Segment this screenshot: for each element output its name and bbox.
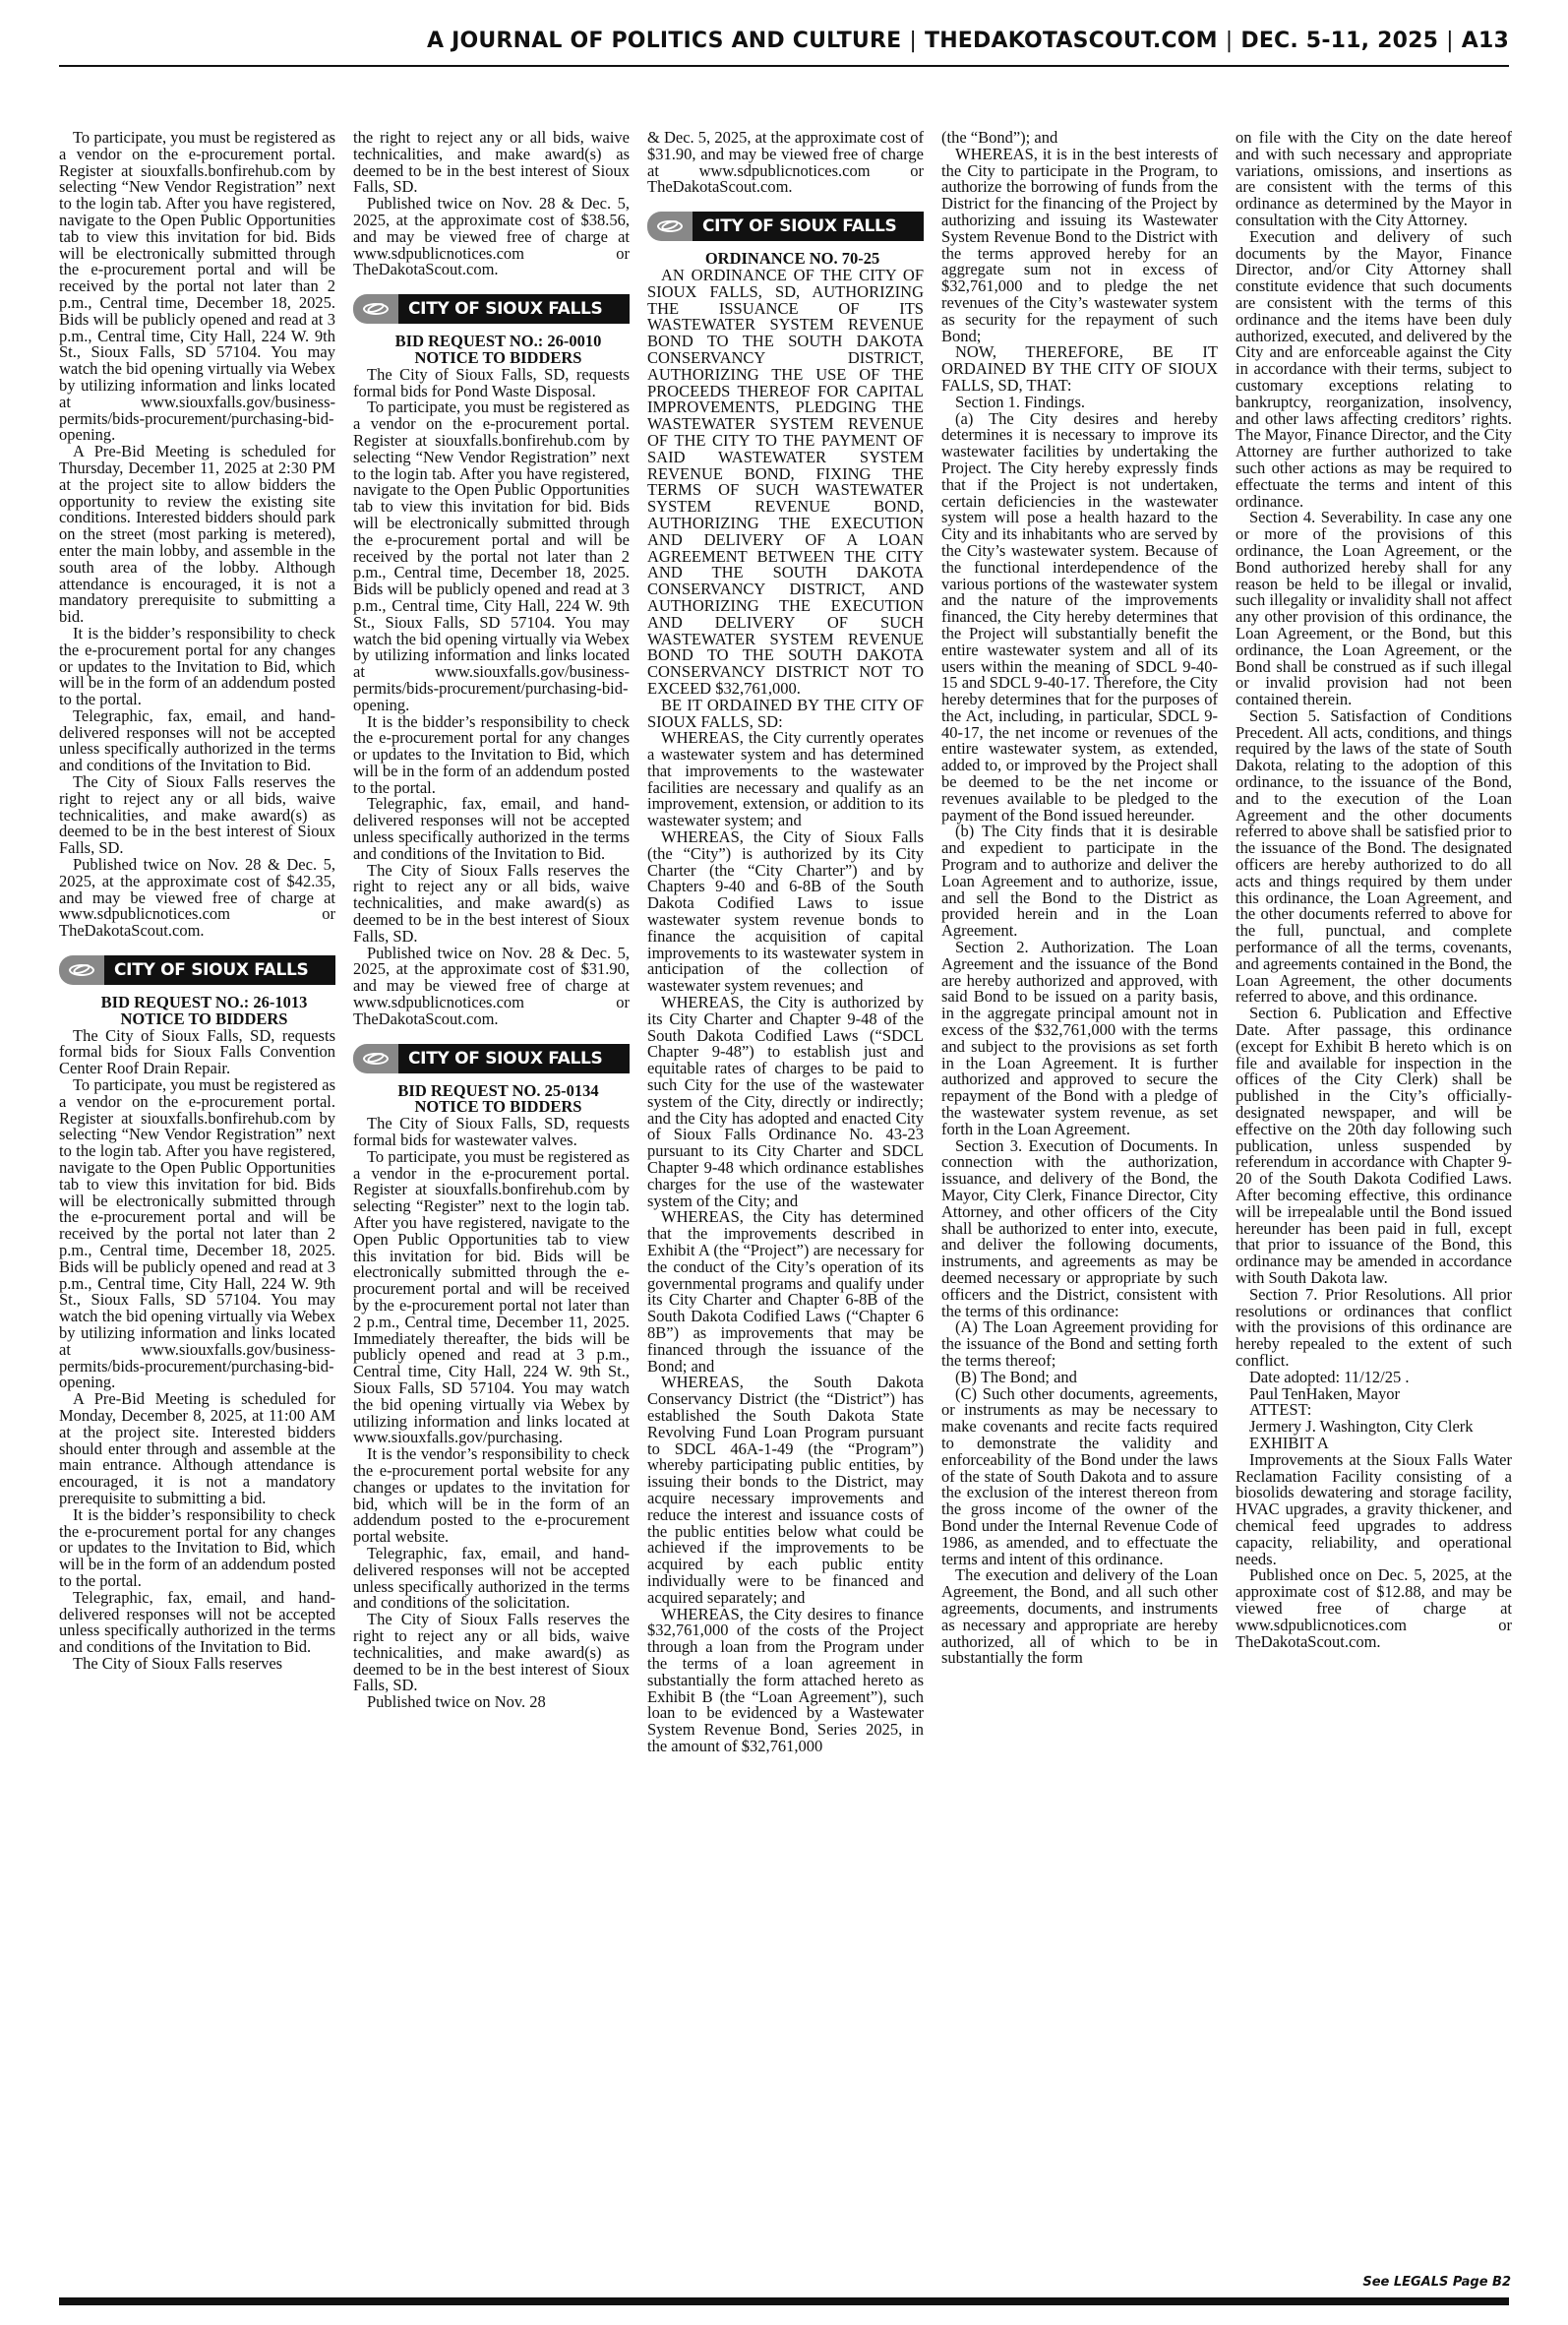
paragraph: It is the bidder’s responsibility to check the e-procurement portal for any changes or updates to the Invitation to Bid, which will be in the form of an addendum posted to the portal. — [59, 623, 335, 709]
paragraph: Published twice on Nov. 28 — [367, 1692, 546, 1712]
paragraph: WHEREAS, the City currently operates a wastewater system and has determined that improvements to the wastewater facilities are necessary and qualify as an improvement, extension, or addition to its wastewater system; and — [647, 728, 924, 830]
ordinance-caption: AN ORDINANCE OF THE CITY OF SIOUX FALLS, SD, AUTHORIZING THE ISSUANCE OF ITS WASTEWATER SYSTEM REVENUE BOND TO THE SOUTH DAKOTA CONSERVANCY DISTRICT, AUTHORIZING THE USE OF THE PROCEEDS THEREOF FOR CAPITAL IMPROVEMENTS, PLEDGING THE WASTEWATER SYSTEM REVENUE OF THE CITY TO THE PAYMENT OF SAID WASTEWATER SYSTEM REVENUE BOND, FIXING THE TERMS OF SUCH WASTEWATER SYSTEM REVENUE BOND, AUTHORIZING THE EXECUTION AND DELIVERY OF A LOAN AGREEMENT BETWEEN THE CITY AND THE SOUTH DAKOTA CONSERVANCY DISTRICT, AND AUTHORIZING THE EXECUTION AND DELIVERY OF SUCH WASTEWATER SYSTEM REVENUE BOND TO THE SOUTH DAKOTA CONSERVANCY DISTRICT NOT TO EXCEED $32,761,000. — [647, 265, 924, 698]
legal-notices-columns — [59, 130, 1513, 2245]
section-header-label: CITY OF SIOUX FALLS — [104, 955, 335, 985]
section-header — [647, 212, 924, 241]
section-header — [59, 955, 335, 985]
paragraph: Section 2. Authorization. The Loan Agreement and the issuance of the Bond are hereby authorized and approved, with said Bond to be issued on a parity basis, in the aggregate principal amount not in excess of the $32,761,000 with the terms and subject to the provisions as set forth in the Loan Agreement. It is further authorized and approved to secure the repayment of the Bond with a pledge of the wastewater system revenue, as set forth in the Loan Agreement. — [941, 938, 1218, 1138]
paragraph: The City of Sioux Falls reserves — [73, 1653, 283, 1673]
paragraph: (C) Such other documents, agreements, or instruments as may be necessary to make covenants and recite facts required to demonstrate the validity and enforceability of the Bond under the laws of the state of South Dakota and to assure the exclusion of the interest thereon from the gross income of the owner of the Bond under the Internal Revenue Code of 1986, as amended, and to effectuate the terms and intent of this ordinance. — [941, 1383, 1218, 1568]
paragraph: WHEREAS, the City is authorized by its City Charter and Chapter 9-48 of the South Dakota Codified Laws (“SDCL Chapter 9-48”) to establish just and equitable rates of charges to be paid to such City for the use of the wastewater system of the City, directly or indirectly; and the City has adopted and enacted City of Sioux Falls Ordinance No. 43-23 pursuant to its City Charter and SDCL Chapter 9-48 which ordinance establishes charges for the use of the wastewater system of the City; and — [647, 993, 924, 1210]
paragraph: To participate, you must be registered as a vendor on the e-procurement portal. Register at siouxfalls.bonfirehub.com by selecting “New Vendor Registration” next to the login tab. After you have registered, navigate to the Open Public Opportunities tab to view this invitation for bid. Bids will be electronically submitted through the e-procurement portal and will be received by the portal not later than 2 p.m., Central time, December 18, 2025. Bids will be publicly opened and read at 3 p.m., Central time, City Hall, 224 W. 9th St., Sioux Falls, SD 57104. You may watch the bid opening virtually via Webex by utilizing information and links located at www.siouxfalls.gov/business-permits/bids-procurement/purchasing-bid-opening. — [59, 130, 335, 445]
column-4 — [941, 130, 1218, 2245]
paragraph: To participate, you must be registered as a vendor in the e-procurement portal. Register at siouxfalls.bonfirehub.com by selecting “Register” next to the login tab. After you have registered, navigate to the Open Public Opportunities tab to view this invitation for bid. Bids will be electronically submitted through the e-procurement portal and will be received by the e-procurement portal not later than 2 p.m., Central time, December 11, 2025. Immediately thereafter, the bids will be publicly opened and read at 3 p.m., Central time, City Hall, 224 W. 9th St., Sioux Falls, SD 57104. You may watch the bid opening virtually via Webex by utilizing information and links located at www.siouxfalls.gov/purchasing. — [353, 1146, 630, 1447]
clerk-signature: Jermery J. Washington, City Clerk — [1249, 1417, 1474, 1437]
masthead-date: DEC. 5-11, 2025 — [1240, 29, 1439, 53]
paragraph: Published twice on Nov. 28 & Dec. 5, 2025, at the approximate cost of $38.56, and may be viewed free of charge at www.sdpublicnotices.com or TheDakotaScout.com. — [353, 194, 630, 279]
paragraph: WHEREAS, it is in the best interests of the City to participate in the Program, to authorize the borrowing of funds from the District for the financing of the Project by authorizing and issuing its Wastewater System Revenue Bond to the District with the terms approved hereby for an aggregate sum not in excess of $32,761,000 and to pledge the net revenues of the City’s wastewater system as security for the repayment of such Bond; — [941, 144, 1218, 345]
scout-logo-icon — [353, 1044, 398, 1073]
paragraph: The City of Sioux Falls, SD, requests formal bids for wastewater valves. — [353, 1114, 630, 1150]
paragraph: The execution and delivery of the Loan Agreement, the Bond, and all such other agreements, documents, and instruments as necessary and appropriate are hereby authorized, all of which to be in substantially the form — [941, 1565, 1218, 1668]
paragraph: (the “Bond”); and — [941, 130, 1058, 147]
paragraph: Execution and delivery of such documents by the Mayor, Finance Director, and/or City Attorney shall constitute evidence that such documents are consistent with the terms of this ordinance and the items have been duly authorized, executed, and delivered by the City and are enforceable against the City in accordance with their terms, subject to customary exceptions relating to bankruptcy, reorganization, insolvency, and other laws affecting creditors’ rights. The Mayor, Finance Director, and the City Attorney are further authorized to take such other actions as may be required to effectuate the terms and intent of this ordinance. — [1236, 226, 1512, 511]
continued-link[interactable]: See LEGALS Page B2 — [1362, 2275, 1511, 2290]
notice-title: BID REQUEST NO.: 26-0010 — [394, 332, 602, 351]
section-header-label: CITY OF SIOUX FALLS — [398, 294, 630, 324]
notice-title: BID REQUEST NO.: 26-1013 — [100, 993, 308, 1012]
paragraph: The City of Sioux Falls reserves the right to reject any or all bids, waive technicalities, and make award(s) as deemed to be in the best interest of Sioux Falls, SD. — [353, 860, 630, 946]
paragraph: To participate, you must be registered as a vendor on the e-procurement portal. Register at siouxfalls.bonfirehub.com by selecting “New Vendor Registration” next to the login tab. After you have registered, navigate to the Open Public Opportunities tab to view this invitation for bid. Bids will be electronically submitted through the e-procurement portal and will be received by the portal not later than 2 p.m., Central time, December 18, 2025. Bids will be publicly opened and read at 3 p.m., Central time, City Hall, 224 W. 9th St., Sioux Falls, SD 57104. You may watch the bid opening virtually via Webex by utilizing information and links located at www.siouxfalls.gov/business-permits/bids-procurement/purchasing-bid-opening. — [59, 1075, 335, 1392]
paragraph: The City of Sioux Falls reserves the right to reject any or all bids, waive technicalities, and make award(s) as deemed to be in the best interest of Sioux Falls, SD. — [59, 772, 335, 858]
paragraph: WHEREAS, the City has determined that the improvements described in Exhibit A (the “Project”) are necessary for the conduct of the City’s operation of its governmental programs and qualify under its City Charter and Chapter 6-8B of the South Dakota Codified Laws (“Chapter 6 8B”) as improvements that may be financed through the issuance of the Bond; and — [647, 1207, 924, 1376]
paragraph: Section 1. Findings. — [955, 392, 1086, 411]
paragraph: Section 4. Severability. In case any one or more of the provisions of this ordinance, the Loan Agreement, or the Bond authorized hereby shall for any reason be held to be illegal or invalid, such illegality or invalidity shall not affect any other provision of this ordinance, the Loan Agreement, or the Bond, but this ordinance, the Loan Agreement, or the Bond shall be construed as if such illegal or invalid provision had not been contained therein. — [1236, 508, 1512, 709]
paragraph: A Pre-Bid Meeting is scheduled for Monday, December 8, 2025, at 11:00 AM at the project site. Interested bidders should enter through and assemble at the main entrance. Although attendance is encouraged, it is not a mandatory prerequisite to submitting a bid. — [59, 1389, 335, 1507]
paragraph: BE IT ORDAINED BY THE CITY OF SIOUX FALLS, SD: — [647, 695, 924, 731]
section-header — [353, 294, 630, 324]
masthead-site: THEDAKOTASCOUT.COM — [924, 29, 1218, 53]
section-header-label: CITY OF SIOUX FALLS — [693, 212, 924, 241]
paragraph: Published twice on Nov. 28 & Dec. 5, 2025, at the approximate cost of $42.35, and may be viewed free of charge at www.sdpublicnotices.com or TheDakotaScout.com. — [59, 855, 335, 941]
paragraph: Section 5. Satisfaction of Conditions Precedent. All acts, conditions, and things required by the laws of the state of South Dakota, relating to the adoption of this ordinance, to the issuance of the Bond, and to the execution of the Loan Agreement and the other documents referred to above shall be satisfied prior to the issuance of the Bond. The designated officers are hereby authorized to do all acts and things required by them under this ordinance, the Loan Agreement, and the other documents referred to above for the full, punctual, and complete performance of all the terms, covenants, and agreements contained in the Bond, the Loan Agreement, the other documents referred to above, and this ordinance. — [1236, 705, 1512, 1007]
paragraph: Section 7. Prior Resolutions. All prior resolutions or ordinances that conflict with the provisions of this ordinance are hereby repealed to the extent of such conflict. — [1236, 1284, 1512, 1370]
section-header-label: CITY OF SIOUX FALLS — [398, 1044, 630, 1073]
paragraph: Telegraphic, fax, email, and hand-delivered responses will not be accepted unless specifically authorized in the terms and conditions of the solicitation. — [353, 1543, 630, 1613]
page-number: A13 — [1461, 29, 1509, 53]
notice-subtitle: NOTICE TO BIDDERS — [120, 1009, 288, 1028]
column-2 — [353, 130, 630, 2245]
masthead-separator: | — [1225, 29, 1234, 53]
paragraph: WHEREAS, the South Dakota Conservancy District (the “District”) has established the South Dakota State Revolving Fund Loan Program pursuant to SDCL 46A-1-49 (the “Program”) whereby participating public entities, by issuing their bonds to the District, may acquire necessary improvements and reduce the interest and issuance costs of the public entities below what could be achieved if the improvements to be acquired by each public entity individually were to be financed and acquired separately; and — [647, 1373, 924, 1607]
paragraph: It is the bidder’s responsibility to check the e-procurement portal for any changes or updates to the Invitation to Bid, which will be in the form of an addendum posted to the portal. — [353, 711, 630, 797]
exhibit-label: EXHIBIT A — [1249, 1433, 1329, 1452]
paragraph: (A) The Loan Agreement providing for the issuance of the Bond and setting forth the terms thereof; — [941, 1317, 1218, 1370]
paragraph: It is the vendor’s responsibility to check the e-procurement portal website for any changes or updates to the invitation for bid, which will be in the form of an addendum posted to the e-procurement portal website. — [353, 1444, 630, 1547]
section-header — [353, 1044, 630, 1073]
notice-subtitle: NOTICE TO BIDDERS — [414, 347, 582, 367]
paragraph: It is the bidder’s responsibility to check the e-procurement portal for any changes or updates to the Invitation to Bid, which will be in the form of an addendum posted to the portal. — [59, 1504, 335, 1590]
paragraph: Published once on Dec. 5, 2025, at the approximate cost of $12.88, and may be viewed free of charge at www.sdpublicnotices.com or TheDakotaScout.com. — [1236, 1565, 1512, 1651]
paragraph: (B) The Bond; and — [955, 1367, 1077, 1386]
paragraph: To participate, you must be registered as a vendor on the e-procurement portal. Register at siouxfalls.bonfirehub.com by selecting “New Vendor Registration” next to the login tab. After you have registered, navigate to the Open Public Opportunities tab to view this invitation for bid. Bids will be electronically submitted through the e-procurement portal and will be received by the portal not later than 2 p.m., Central time, December 18, 2025. Bids will be publicly opened and read at 3 p.m., Central time, City Hall, 224 W. 9th St., Sioux Falls, SD 57104. You may watch the bid opening virtually via Webex by utilizing information and links located at www.siouxfalls.gov/business-permits/bids-procurement/purchasing-bid-opening. — [353, 398, 630, 714]
masthead-separator: | — [1446, 29, 1454, 53]
paragraph: Telegraphic, fax, email, and hand-delivered responses will not be accepted unless specifically authorized in the terms and conditions of the Invitation to Bid. — [59, 705, 335, 775]
paragraph: Improvements at the Sioux Falls Water Reclamation Facility consisting of a biosolids dewatering and storage facility, HVAC upgrades, a gravity thickener, and chemical feed upgrades to address capacity, reliability, and operational needs. — [1236, 1449, 1512, 1568]
paragraph: The City of Sioux Falls, SD, requests formal bids for Pond Waste Disposal. — [353, 364, 630, 400]
masthead-tagline: A JOURNAL OF POLITICS AND CULTURE — [427, 29, 902, 53]
column-3 — [647, 130, 924, 2245]
mayor-signature: Paul TenHaken, Mayor — [1249, 1383, 1400, 1403]
scout-logo-icon — [353, 294, 398, 324]
notice-title: ORDINANCE NO. 70-25 — [704, 249, 880, 269]
notice-subtitle: NOTICE TO BIDDERS — [414, 1097, 582, 1117]
paragraph: Section 3. Execution of Documents. In connection with the authorization, issuance, and delivery of the Bond, the Mayor, City Clerk, Finance Director, City Attorney, and other officers of the City shall be authorized to enter into, execute, and deliver the following documents, instruments, and agreements as may be deemed necessary or appropriate by such officers and the District, consistent with the terms of this ordinance: — [941, 1135, 1218, 1320]
paragraph: Section 6. Publication and Effective Date. After passage, this ordinance (except for Exhibit B hereto which is on file and available for inspection in the offices of the City Clerk) shall be published in the City’s officially-designated newspaper, and will be effective on the 20th day following such publication, unless suspended by referendum in accordance with Chapter 9-20 of the South Dakota Codified Laws. After becoming effective, this ordinance will be irrepealable until the Bond issued hereunder has been paid in full, except that prior to issuance of the Bond, this ordinance may be amended in accordance with South Dakota law. — [1236, 1004, 1512, 1287]
paragraph: Published twice on Nov. 28 & Dec. 5, 2025, at the approximate cost of $31.90, and may be viewed free of charge at www.sdpublicnotices.com or TheDakotaScout.com. — [353, 943, 630, 1028]
paragraph: (a) The City desires and hereby determines it is necessary to improve its wastewater facilities by undertaking the Project. The City hereby expressly finds that if the Project is not undertaken, certain deficiencies in the wastewater system will pose a health hazard to the City and its inhabitants who are served by the City’s wastewater system. Because of the functional interdependence of the various portions of the wastewater system and the nature of the improvements financed, the City hereby determines that the Project will substantially benefit the entire wastewater system and all of its users within the meaning of SDCL 9-40-15 and SDCL 9-40-17. Therefore, the City hereby determines that for the purposes of the Act, including, in particular, SDCL 9-40-17, the net income or revenues of the entire wastewater system, as extended, added to, or improved by the Project shall be deemed to be the net income or revenues available to be pledged to the payment of the Bond issued hereunder. — [941, 408, 1218, 825]
paragraph: A Pre-Bid Meeting is scheduled for Thursday, December 11, 2025 at 2:30 PM at the project site to allow bidders the opportunity to review the existing site conditions. Interested bidders should park on the street (most parking is metered), enter the main lobby, and assemble in the south area of the lobby. Although attendance is encouraged, it is not a mandatory prerequisite to submitting a bid. — [59, 442, 335, 627]
scout-logo-icon — [647, 212, 693, 241]
attest-label: ATTEST: — [1249, 1400, 1312, 1420]
paragraph: & Dec. 5, 2025, at the approximate cost of $31.90, and may be viewed free of charge at www.sdpublicnotices.com or TheDakotaScout.com. — [647, 130, 924, 197]
paragraph: The City of Sioux Falls, SD, requests formal bids for Sioux Falls Convention Center Roof Drain Repair. — [59, 1025, 335, 1078]
notice-title: BID REQUEST NO. 25-0134 — [397, 1080, 599, 1100]
date-adopted: Date adopted: 11/12/25 . — [1249, 1367, 1410, 1386]
paragraph: on file with the City on the date hereof and with such necessary and appropriate variations, omissions, and insertions as are consistent with the terms of this ordinance as determined by the Mayor in consultation with the City Attorney. — [1236, 130, 1512, 229]
masthead — [59, 18, 1509, 67]
paragraph: Telegraphic, fax, email, and hand-delivered responses will not be accepted unless specifically authorized in the terms and conditions of the Invitation to Bid. — [59, 1587, 335, 1657]
column-1 — [59, 130, 335, 2245]
paragraph: (b) The City finds that it is desirable and expedient to participate in the Program and to authorize and deliver the Loan Agreement and to authorize, issue, and sell the Bond to the District as provided herein and in the Loan Agreement. — [941, 822, 1218, 941]
paragraph: the right to reject any or all bids, waive technicalities, and make award(s) as deemed to be in the best interest of Sioux Falls, SD. — [353, 130, 630, 197]
masthead-separator: | — [909, 29, 917, 53]
scout-logo-icon — [59, 955, 104, 985]
paragraph: NOW, THEREFORE, BE IT ORDAINED BY THE CITY OF SIOUX FALLS, SD, THAT: — [941, 342, 1218, 395]
paragraph: The City of Sioux Falls reserves the right to reject any or all bids, waive technicalities, and make award(s) as deemed to be in the best interest of Sioux Falls, SD. — [353, 1610, 630, 1695]
paragraph: WHEREAS, the City of Sioux Falls (the “City”) is authorized by its City Charter (the “City Charter”) and by Chapters 9-40 and 6-8B of the South Dakota Codified Laws to issue wastewater system revenue bonds to finance the acquisition of capital improvements to its wastewater system in anticipation of the collection of wastewater system revenues; and — [647, 827, 924, 996]
paragraph: WHEREAS, the City desires to finance $32,761,000 of the costs of the Project through a loan from the Program under the terms of a loan agreement in substantially the form attached hereto as Exhibit B (the “Loan Agreement”), such loan to be evidenced by a Wastewater System Revenue Bond, Series 2025, in the amount of $32,761,000 — [647, 1604, 924, 1755]
column-5 — [1236, 130, 1512, 2245]
footer-rule — [59, 2297, 1509, 2305]
paragraph: Telegraphic, fax, email, and hand-delivered responses will not be accepted unless specifically authorized in the terms and conditions of the Invitation to Bid. — [353, 794, 630, 863]
